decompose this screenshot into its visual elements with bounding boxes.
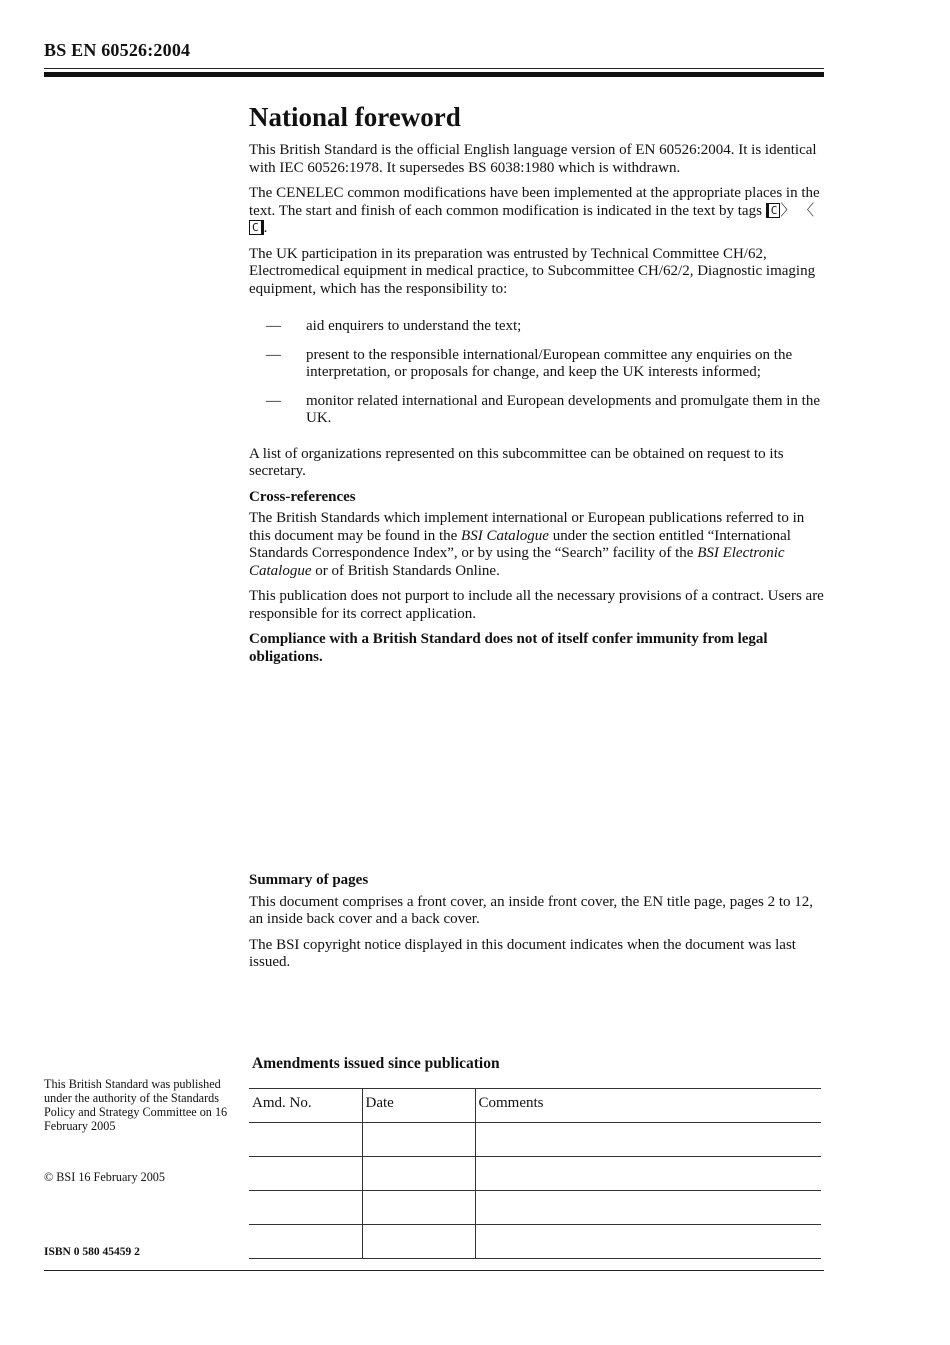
cross-ref-text-2: under the section entitled “International Standards Correspondence Index”, or by using the “Search” facility of the	[249, 527, 791, 561]
list-dash: —	[266, 318, 281, 334]
table-cell	[249, 1191, 362, 1225]
compliance-statement: Compliance with a British Standard does not of itself confer immunity from legal obligations.	[249, 631, 768, 665]
tags-paragraph-text: The CENELEC common modifications have been implemented at the appropriate places in the text. The start and finish of each common modification is indicated in the text by tags	[249, 185, 820, 219]
common-modification-end-tag: C	[249, 220, 264, 235]
foreword-paragraph-3: The UK participation in its preparation was entrusted by Technical Committee CH/62, Electromedical equipment in medical practice, to Subcommittee CH/62/2, Diagnostic imaging equipment, which has the responsibility to:	[249, 245, 816, 297]
column-header-comments: Comments	[475, 1089, 821, 1123]
summary-paragraph-1: This document comprises a front cover, an inside front cover, the EN title page, pages 2 to 12, an inside back cover and a back cover.	[249, 893, 814, 927]
table-cell	[362, 1123, 475, 1157]
cross-references-heading: Cross-references	[249, 488, 356, 505]
foreword-paragraph-1: This British Standard is the official English language version of EN 60526:2004. It is identical with IEC 60526:1978. It supersedes BS 6038:1980 which is withdrawn.	[249, 142, 817, 176]
table-row	[249, 1191, 821, 1225]
table-header-row	[249, 1089, 821, 1123]
list-item	[249, 318, 827, 336]
tags-paragraph-end: .	[263, 220, 268, 236]
foreword-paragraph-4: A list of organizations represented on this subcommittee can be obtained on request to its secretary.	[249, 445, 784, 479]
header-rule-thin	[44, 68, 824, 69]
table-cell	[475, 1225, 821, 1259]
amendments-title: Amendments issued since publication	[252, 1055, 500, 1072]
table-cell	[249, 1157, 362, 1191]
page-title: National foreword	[249, 102, 461, 132]
table-row	[249, 1157, 821, 1191]
copyright-notice: © BSI 16 February 2005	[44, 1170, 165, 1184]
list-item-text: monitor related international and European developments and promulgate them in the UK.	[306, 392, 821, 426]
bsi-electronic-catalogue-title: BSI Electronic Catalogue	[249, 545, 785, 579]
list-item-text: present to the responsible international/European committee any enquiries on the interpretation, or proposals for change, and keep the UK interests informed;	[306, 346, 793, 380]
national-foreword-section	[249, 100, 827, 674]
table-cell	[362, 1225, 475, 1259]
cross-ref-text-1: The British Standards which implement international or European publications referred to in this document may be found in the	[249, 510, 805, 544]
list-dash: —	[266, 346, 281, 363]
summary-heading: Summary of pages	[249, 872, 369, 888]
foreword-paragraph-5: This publication does not purport to include all the necessary provisions of a contract. Users are responsible for its correct application.	[249, 588, 824, 622]
standard-code: BS EN 60526:2004	[44, 40, 191, 60]
summary-paragraph-2: The BSI copyright notice displayed in this document indicates when the document was last issued.	[249, 936, 796, 970]
table-cell	[362, 1157, 475, 1191]
bsi-catalogue-title: BSI Catalogue	[461, 527, 549, 544]
list-item	[249, 347, 827, 382]
common-modification-start-tag: C	[766, 203, 781, 218]
foreword-paragraph-2: The CENELEC common modifications have been implemented at the appropriate places in the text. The start and finish of each common modification is indicated in the text by tags C 〉 〈C .	[249, 185, 820, 236]
table-row	[249, 1123, 821, 1157]
list-dash: —	[266, 392, 281, 409]
table-cell	[475, 1191, 821, 1225]
responsibility-list	[249, 318, 827, 428]
column-header-date: Date	[362, 1089, 475, 1123]
cross-references-paragraph	[249, 510, 827, 580]
table-cell	[249, 1225, 362, 1259]
table-cell	[362, 1191, 475, 1225]
summary-of-pages-section	[249, 872, 827, 980]
table-row	[249, 1225, 821, 1259]
column-header-amd-no: Amd. No.	[249, 1089, 362, 1123]
header-rule-thick	[44, 72, 824, 77]
cross-ref-text-3: or of British Standards Online.	[311, 562, 500, 579]
list-item	[249, 393, 827, 428]
publication-authority-note: This British Standard was published under the authority of the Standards Policy and Strategy Committee on 16 February 2005	[44, 1077, 228, 1133]
table-cell	[475, 1123, 821, 1157]
table-cell	[475, 1157, 821, 1191]
footer-rule	[44, 1270, 824, 1271]
list-item-text: aid enquirers to understand the text;	[306, 318, 522, 334]
amendments-table	[249, 1088, 821, 1259]
isbn: ISBN 0 580 45459 2	[44, 1246, 140, 1258]
table-cell	[249, 1123, 362, 1157]
